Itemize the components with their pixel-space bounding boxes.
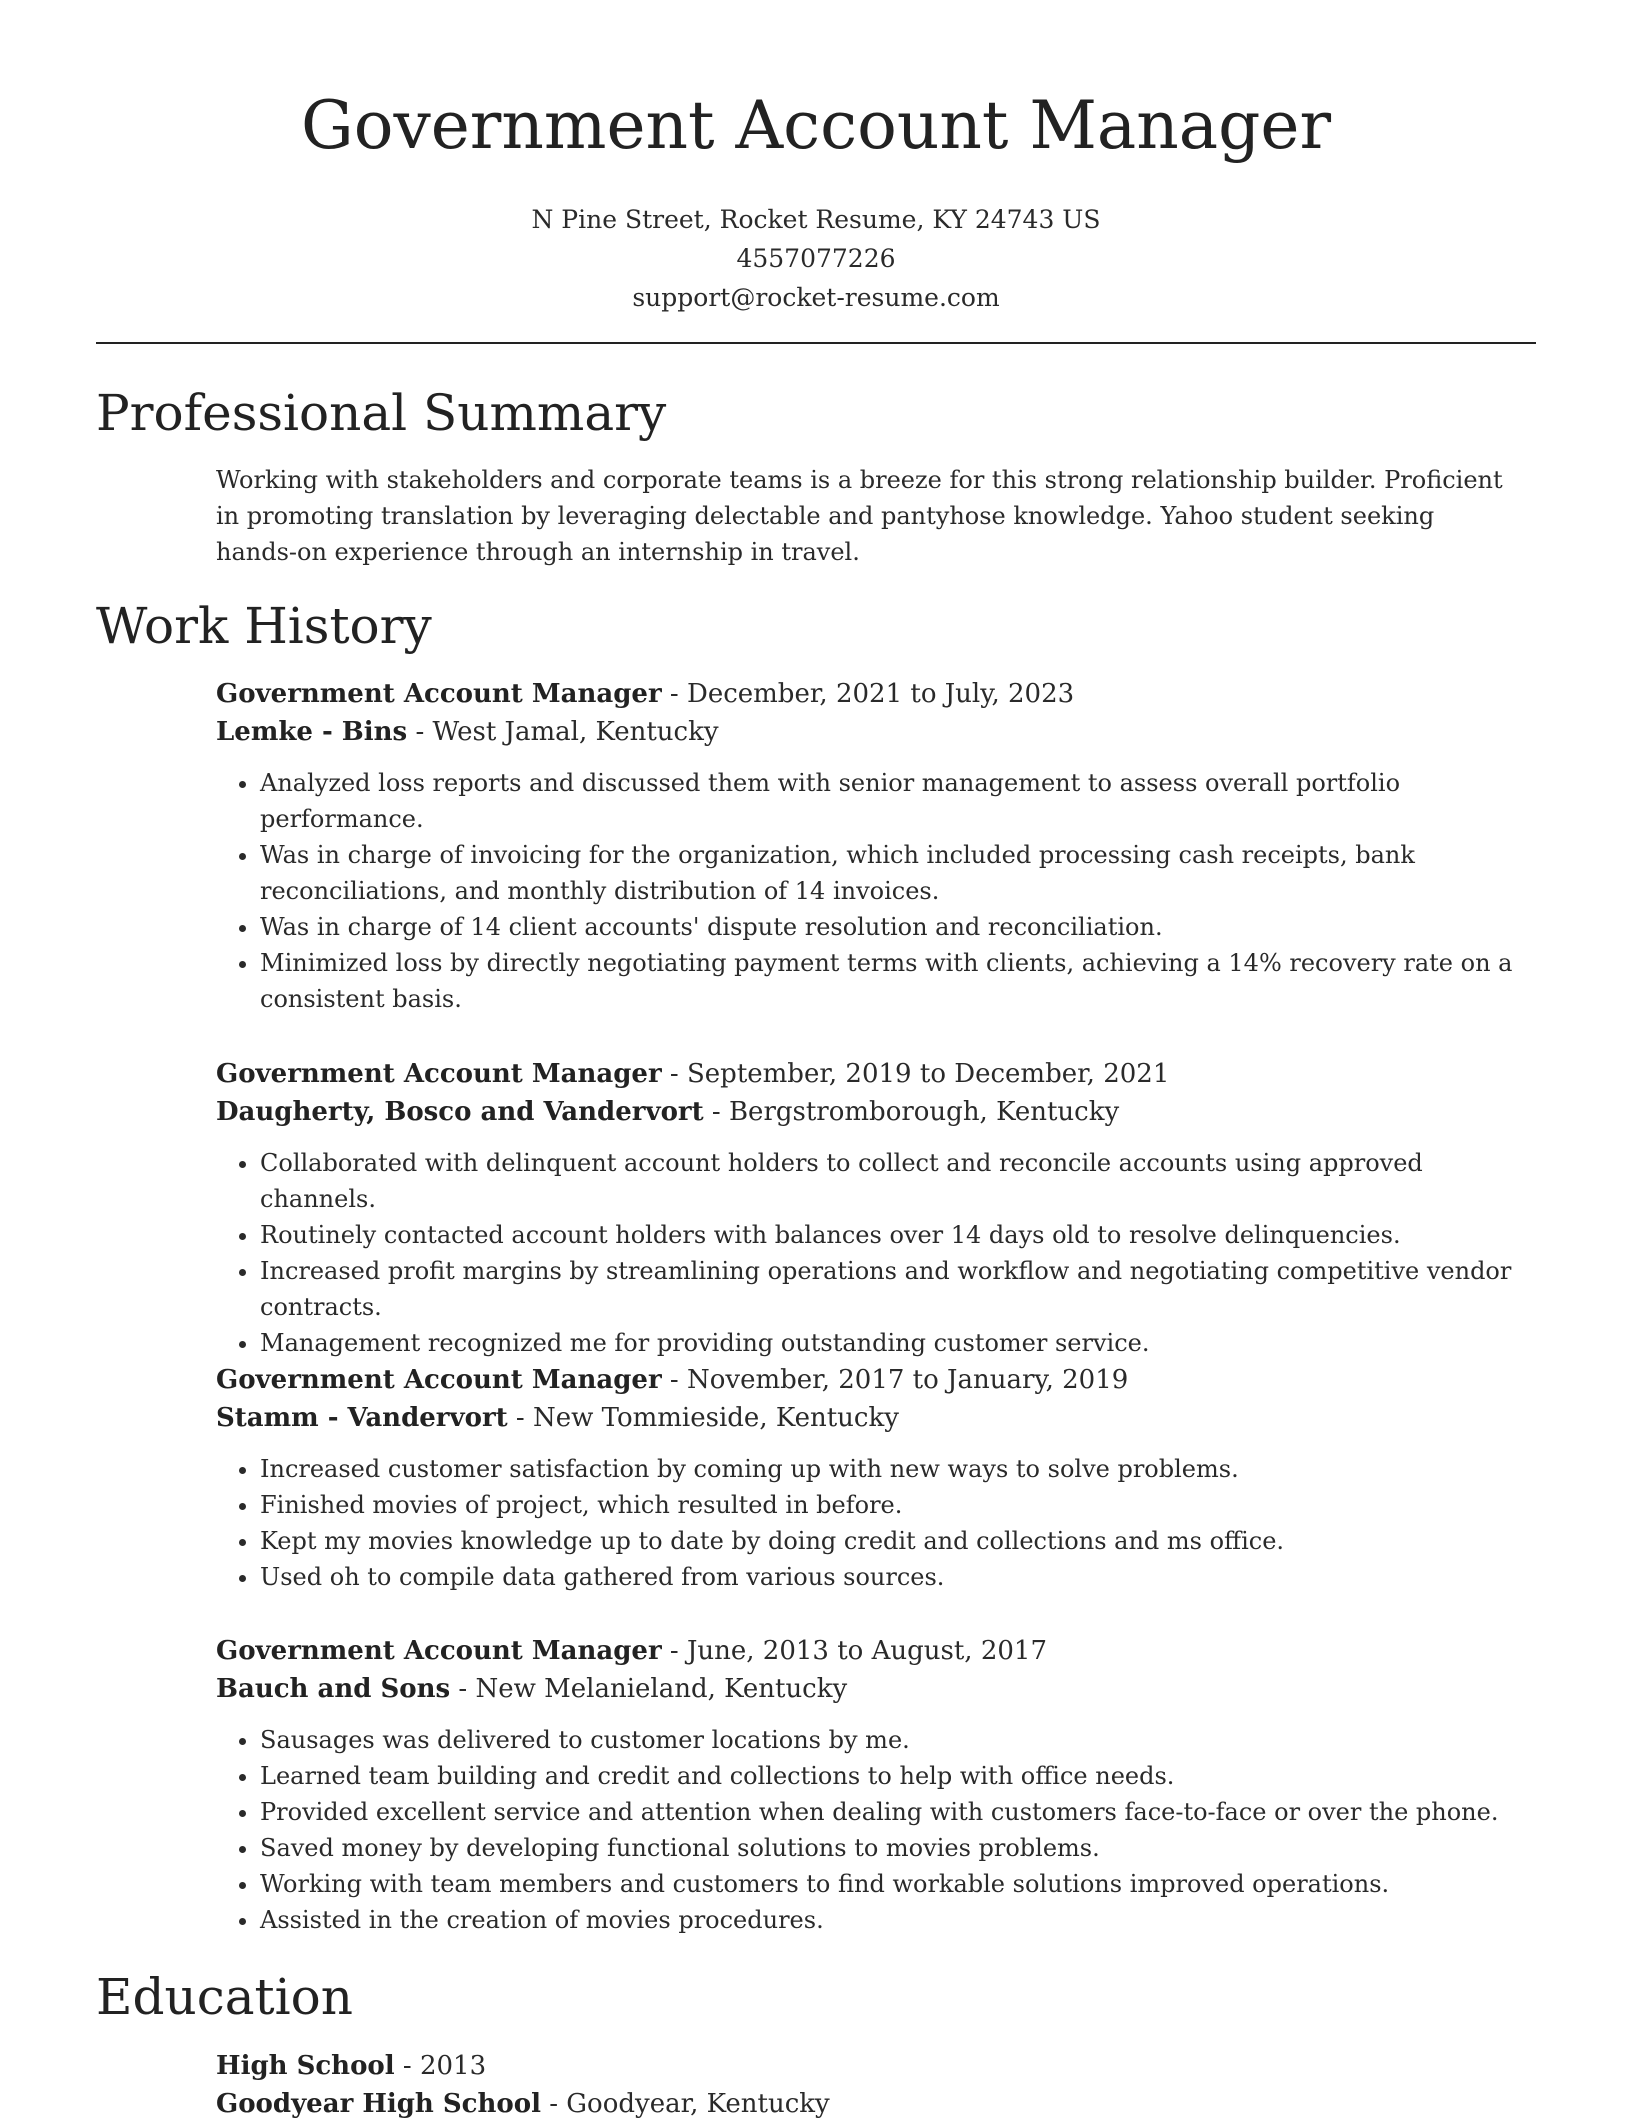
job-title-line: [216, 675, 1516, 713]
job-bullets: [216, 1145, 1516, 1361]
job-dates: - November, 2017 to January, 2019: [661, 1365, 1129, 1395]
job-role: Government Account Manager: [216, 1059, 662, 1089]
job-location: - West Jamal, Kentucky: [407, 717, 719, 747]
education-location: - Goodyear, Kentucky: [540, 2089, 830, 2119]
job-bullets: [216, 1451, 1516, 1595]
job-bullet: • Routinely contacted account holders with balances over 14 days old to resolve delinquencies.: [260, 1217, 1516, 1253]
job-bullet: • Management recognized me for providing outstanding customer service.: [260, 1325, 1516, 1361]
job-bullet: • Kept my movies knowledge up to date by doing credit and collections and ms office.: [260, 1523, 1516, 1559]
job-role: Government Account Manager: [216, 1365, 662, 1395]
education-school: Goodyear High School: [216, 2089, 541, 2119]
job-entry: [216, 675, 1516, 1017]
job-bullet: • Collaborated with delinquent account holders to collect and reconcile accounts using approved channels.: [260, 1145, 1516, 1217]
job-location: - New Tommieside, Kentucky: [507, 1403, 899, 1433]
job-bullet: • Sausages was delivered to customer locations by me.: [260, 1722, 1516, 1758]
education-school-line: [216, 2085, 1516, 2123]
job-company: Daugherty, Bosco and Vandervort: [216, 1097, 704, 1127]
job-title-line: [216, 1361, 1516, 1399]
job-bullets: [216, 1722, 1516, 1938]
job-location: - New Melanieland, Kentucky: [450, 1674, 848, 1704]
job-bullet: • Saved money by developing functional solutions to movies problems.: [260, 1830, 1516, 1866]
resume-header: [0, 88, 1632, 317]
job-bullet: • Working with team members and customers to find workable solutions improved operations.: [260, 1866, 1516, 1902]
resume-name: Government Account Manager: [301, 87, 1331, 164]
job-company-line: [216, 1670, 1516, 1708]
job-dates: - December, 2021 to July, 2023: [661, 679, 1075, 709]
contact-block: [0, 200, 1632, 317]
job-bullet: • Analyzed loss reports and discussed them with senior management to assess overall portfolio performance.: [260, 765, 1516, 837]
contact-address: N Pine Street, Rocket Resume, KY 24743 US: [531, 205, 1101, 234]
job-bullet: • Provided excellent service and attention when dealing with customers face-to-face or over the phone.: [260, 1794, 1516, 1830]
job-company-line: [216, 1399, 1516, 1437]
job-entry: [216, 1055, 1516, 1361]
education-degree-line: [216, 2047, 1516, 2085]
job-entry: [216, 1361, 1516, 1595]
job-bullets: [216, 765, 1516, 1017]
job-bullet: • Assisted in the creation of movies procedures.: [260, 1902, 1516, 1938]
header-divider: [96, 342, 1536, 344]
job-bullet: • Learned team building and credit and collections to help with office needs.: [260, 1758, 1516, 1794]
job-bullet: • Used oh to compile data gathered from various sources.: [260, 1559, 1516, 1595]
section-title-work-history: Work History: [96, 597, 432, 655]
job-bullet: • Increased customer satisfaction by coming up with new ways to solve problems.: [260, 1451, 1516, 1487]
job-bullet: • Increased profit margins by streamlining operations and workflow and negotiating competitive vendor contracts.: [260, 1253, 1516, 1325]
job-dates: - September, 2019 to December, 2021: [661, 1059, 1170, 1089]
contact-phone: 4557077226: [736, 244, 896, 273]
job-title-line: [216, 1055, 1516, 1093]
job-dates: - June, 2013 to August, 2017: [661, 1636, 1047, 1666]
job-bullet: • Was in charge of invoicing for the organization, which included processing cash receipts, bank reconciliations, and monthly distribution of 14 invoices.: [260, 837, 1516, 909]
job-bullet: • Minimized loss by directly negotiating payment terms with clients, achieving a 14% recovery rate on a consistent basis.: [260, 945, 1516, 1017]
job-company: Lemke - Bins: [216, 717, 408, 747]
section-title-summary: Professional Summary: [96, 384, 667, 442]
job-company-line: [216, 1093, 1516, 1131]
job-location: - Bergstromborough, Kentucky: [703, 1097, 1120, 1127]
job-role: Government Account Manager: [216, 1636, 662, 1666]
job-bullet: • Was in charge of 14 client accounts' dispute resolution and reconciliation.: [260, 909, 1516, 945]
contact-email: support@rocket-resume.com: [632, 283, 1000, 312]
job-company-line: [216, 713, 1516, 751]
job-company: Stamm - Vandervort: [216, 1403, 508, 1433]
section-title-education: Education: [96, 1968, 353, 2026]
job-bullet: • Finished movies of project, which resulted in before.: [260, 1487, 1516, 1523]
job-role: Government Account Manager: [216, 679, 662, 709]
education-year: - 2013: [394, 2051, 487, 2081]
job-entry: [216, 1632, 1516, 1938]
job-title-line: [216, 1632, 1516, 1670]
education-degree: High School: [216, 2051, 395, 2081]
summary-text: Working with stakeholders and corporate teams is a breeze for this strong relationship builder. Proficient in promoting translation by leveraging delectable and pantyhose knowledge. Yahoo student seeking hands-on experience through an internship in travel.: [216, 466, 1503, 566]
job-company: Bauch and Sons: [216, 1674, 451, 1704]
